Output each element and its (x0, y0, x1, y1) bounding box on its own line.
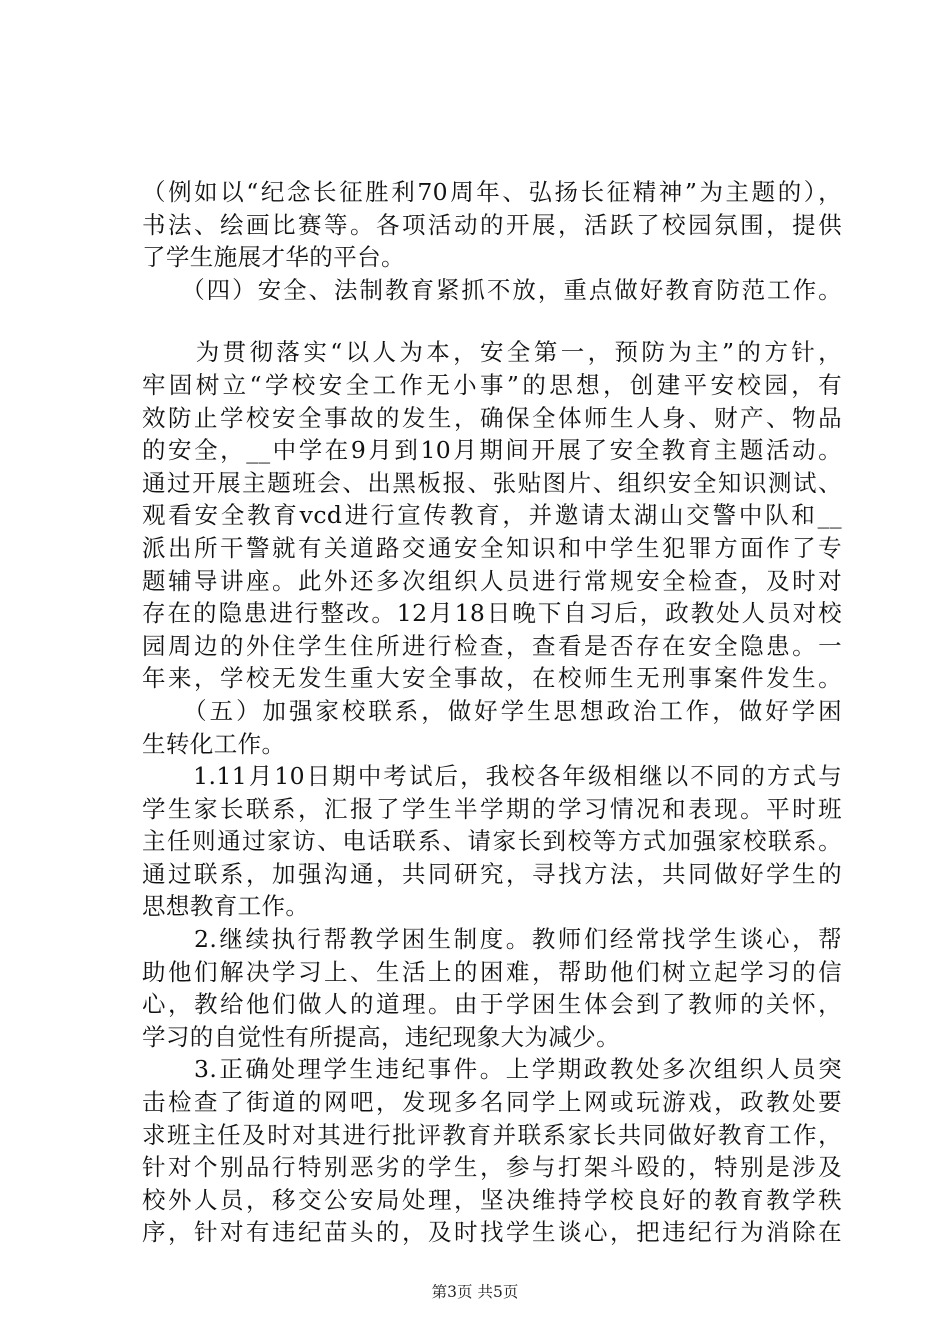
text-line: （例如以“纪念长征胜利70周年、弘扬长征精神”为主题的）， (142, 178, 842, 206)
text-line: 观看安全教育vcd进行宣传教育，并邀请太湖山交警中队和__ (142, 501, 842, 530)
text-line: 主任则通过家访、电话联系、请家长到校等方式加强家校联系。 (142, 827, 842, 856)
text-line: 2.继续执行帮教学困生制度。教师们经常找学生谈心，帮 (142, 925, 842, 954)
text-line: 序，针对有违纪苗头的，及时找学生谈心，把违纪行为消除在 (142, 1218, 842, 1247)
text-line: 学生家长联系，汇报了学生半学期的学习情况和表现。平时班 (142, 794, 842, 823)
text-line: 了学生施展才华的平台。 (142, 243, 405, 272)
text-line: 派出所干警就有关道路交通安全知识和中学生犯罪方面作了专 (142, 533, 842, 562)
text-line: 通过联系，加强沟通，共同研究，寻找方法，共同做好学生的 (142, 859, 842, 888)
section-heading: （五）加强家校联系，做好学生思想政治工作，做好学困 (142, 696, 842, 725)
text-line: 年来，学校无发生重大安全事故，在校师生无刑事案件发生。 (142, 664, 842, 693)
text-line: 心，教给他们做人的道理。由于学困生体会到了教师的关怀， (142, 990, 842, 1019)
text-line: 1.11月10日期中考试后，我校各年级相继以不同的方式与 (142, 762, 842, 791)
text-line: 牢固树立“学校安全工作无小事”的思想，创建平安校园，有 (142, 370, 842, 399)
text-line: 效防止学校安全事故的发生，确保全体师生人身、财产、物品 (142, 403, 842, 432)
text-line: 学习的自觉性有所提高，违纪现象大为减少。 (142, 1022, 620, 1051)
page-number-footer: 第3页 共5页 (431, 1283, 519, 1301)
text-line: 为贯彻落实“以人为本，安全第一，预防为主”的方针， (142, 338, 842, 367)
text-line: 求班主任及时对其进行批评教育并联系家长共同做好教育工作， (142, 1120, 842, 1149)
text-line: 题辅导讲座。此外还多次组织人员进行常规安全检查，及时对 (142, 566, 842, 595)
section-heading: （四）安全、法制教育紧抓不放，重点做好教育防范工作。 (142, 275, 842, 304)
text-line: 书法、绘画比赛等。各项活动的开展，活跃了校园氛围，提供 (142, 210, 842, 239)
text-line: 3.正确处理学生违纪事件。上学期政教处多次组织人员突 (142, 1055, 842, 1084)
text-line: 生转化工作。 (142, 729, 286, 758)
paragraph-gap (142, 306, 842, 336)
text-line: 通过开展主题班会、出黑板报、张贴图片、组织安全知识测试、 (142, 468, 842, 497)
text-line: 击检查了街道的网吧，发现多名同学上网或玩游戏，政教处要 (142, 1088, 842, 1117)
text-line: 园周边的外住学生住所进行检查，查看是否存在安全隐患。一 (142, 631, 842, 660)
text-line: 思想教育工作。 (142, 892, 310, 921)
text-line: 存在的隐患进行整改。12月18日晚下自习后，政教处人员对校 (142, 599, 842, 628)
document-body (142, 176, 842, 1249)
text-line: 针对个别品行特别恶劣的学生，参与打架斗殴的，特别是涉及 (142, 1153, 842, 1182)
text-line: 助他们解决学习上、生活上的困难，帮助他们树立起学习的信 (142, 957, 842, 986)
text-line: 校外人员，移交公安局处理，坚决维持学校良好的教育教学秩 (142, 1185, 842, 1214)
text-line: 的安全，__中学在9月到10月期间开展了安全教育主题活动。 (142, 436, 842, 465)
